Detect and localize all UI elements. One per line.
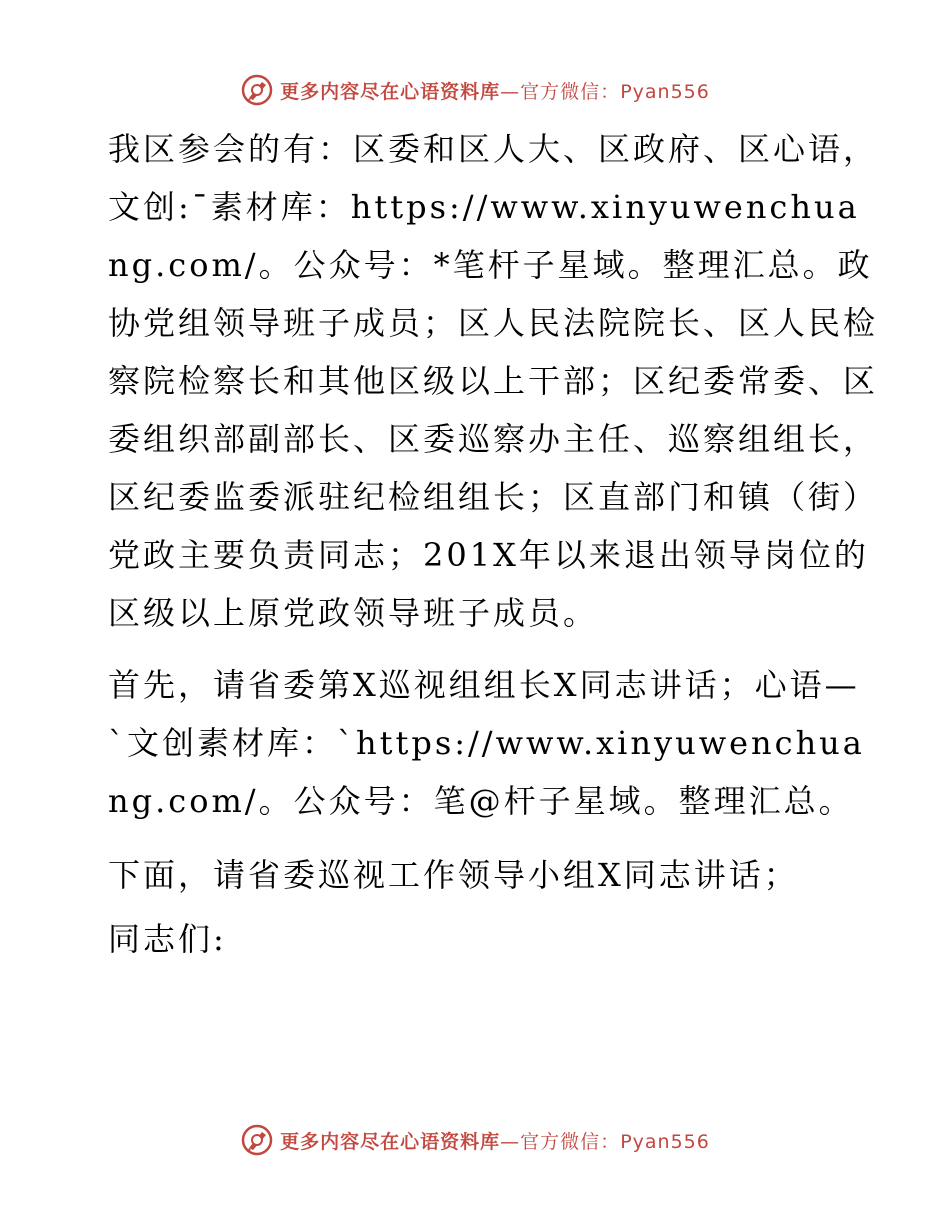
watermark-handle: Pyan556 — [620, 80, 710, 103]
watermark-dash: — — [500, 1130, 521, 1153]
footer-watermark-banner — [0, 1120, 950, 1160]
watermark-text — [280, 1127, 710, 1154]
paragraph-attendees: 我区参会的有：区委和区人大、区政府、区心语，文创:¯素材库：https://www.xinyuwenchuang.com/。公众号：*笔杆子星域。整理汇总。政协党组领导班子成员；区人民法院院长、区人民检察院检察长和其他区级以上干部；区纪委常委、区委组织部副部长、区委巡察办主任、巡察组组长，区纪委监委派驻纪检组组长；区直部门和镇（街）党政主要负责同志；201X年以来退出领导岗位的区级以上原党政领导班子成员。 — [108, 130, 879, 632]
watermark-handle: Pyan556 — [620, 1130, 710, 1153]
quill-pen-logo-icon — [240, 73, 274, 107]
document-body — [98, 120, 878, 980]
watermark-text — [280, 77, 710, 104]
paragraph-second-speaker: 下面，请省委巡视工作领导小组X同志讲话； — [108, 856, 799, 894]
header-watermark-banner — [0, 70, 950, 110]
watermark-wechat-label: 官方微信： — [520, 80, 621, 103]
watermark-brand: 更多内容尽在心语资料库 — [280, 1130, 501, 1153]
paragraph-salutation: 同志们: — [108, 920, 227, 958]
watermark-dash: — — [500, 80, 521, 103]
watermark-wechat-label: 官方微信： — [520, 1130, 621, 1153]
watermark-brand: 更多内容尽在心语资料库 — [280, 80, 501, 103]
quill-pen-logo-icon — [240, 1123, 274, 1157]
paragraph-first-speaker: 首先，请省委第X巡视组组长X同志讲话；心语—`文创素材库：`https://www.xinyuwenchuang.com/。公众号：笔@杆子星域。整理汇总。 — [108, 666, 865, 820]
